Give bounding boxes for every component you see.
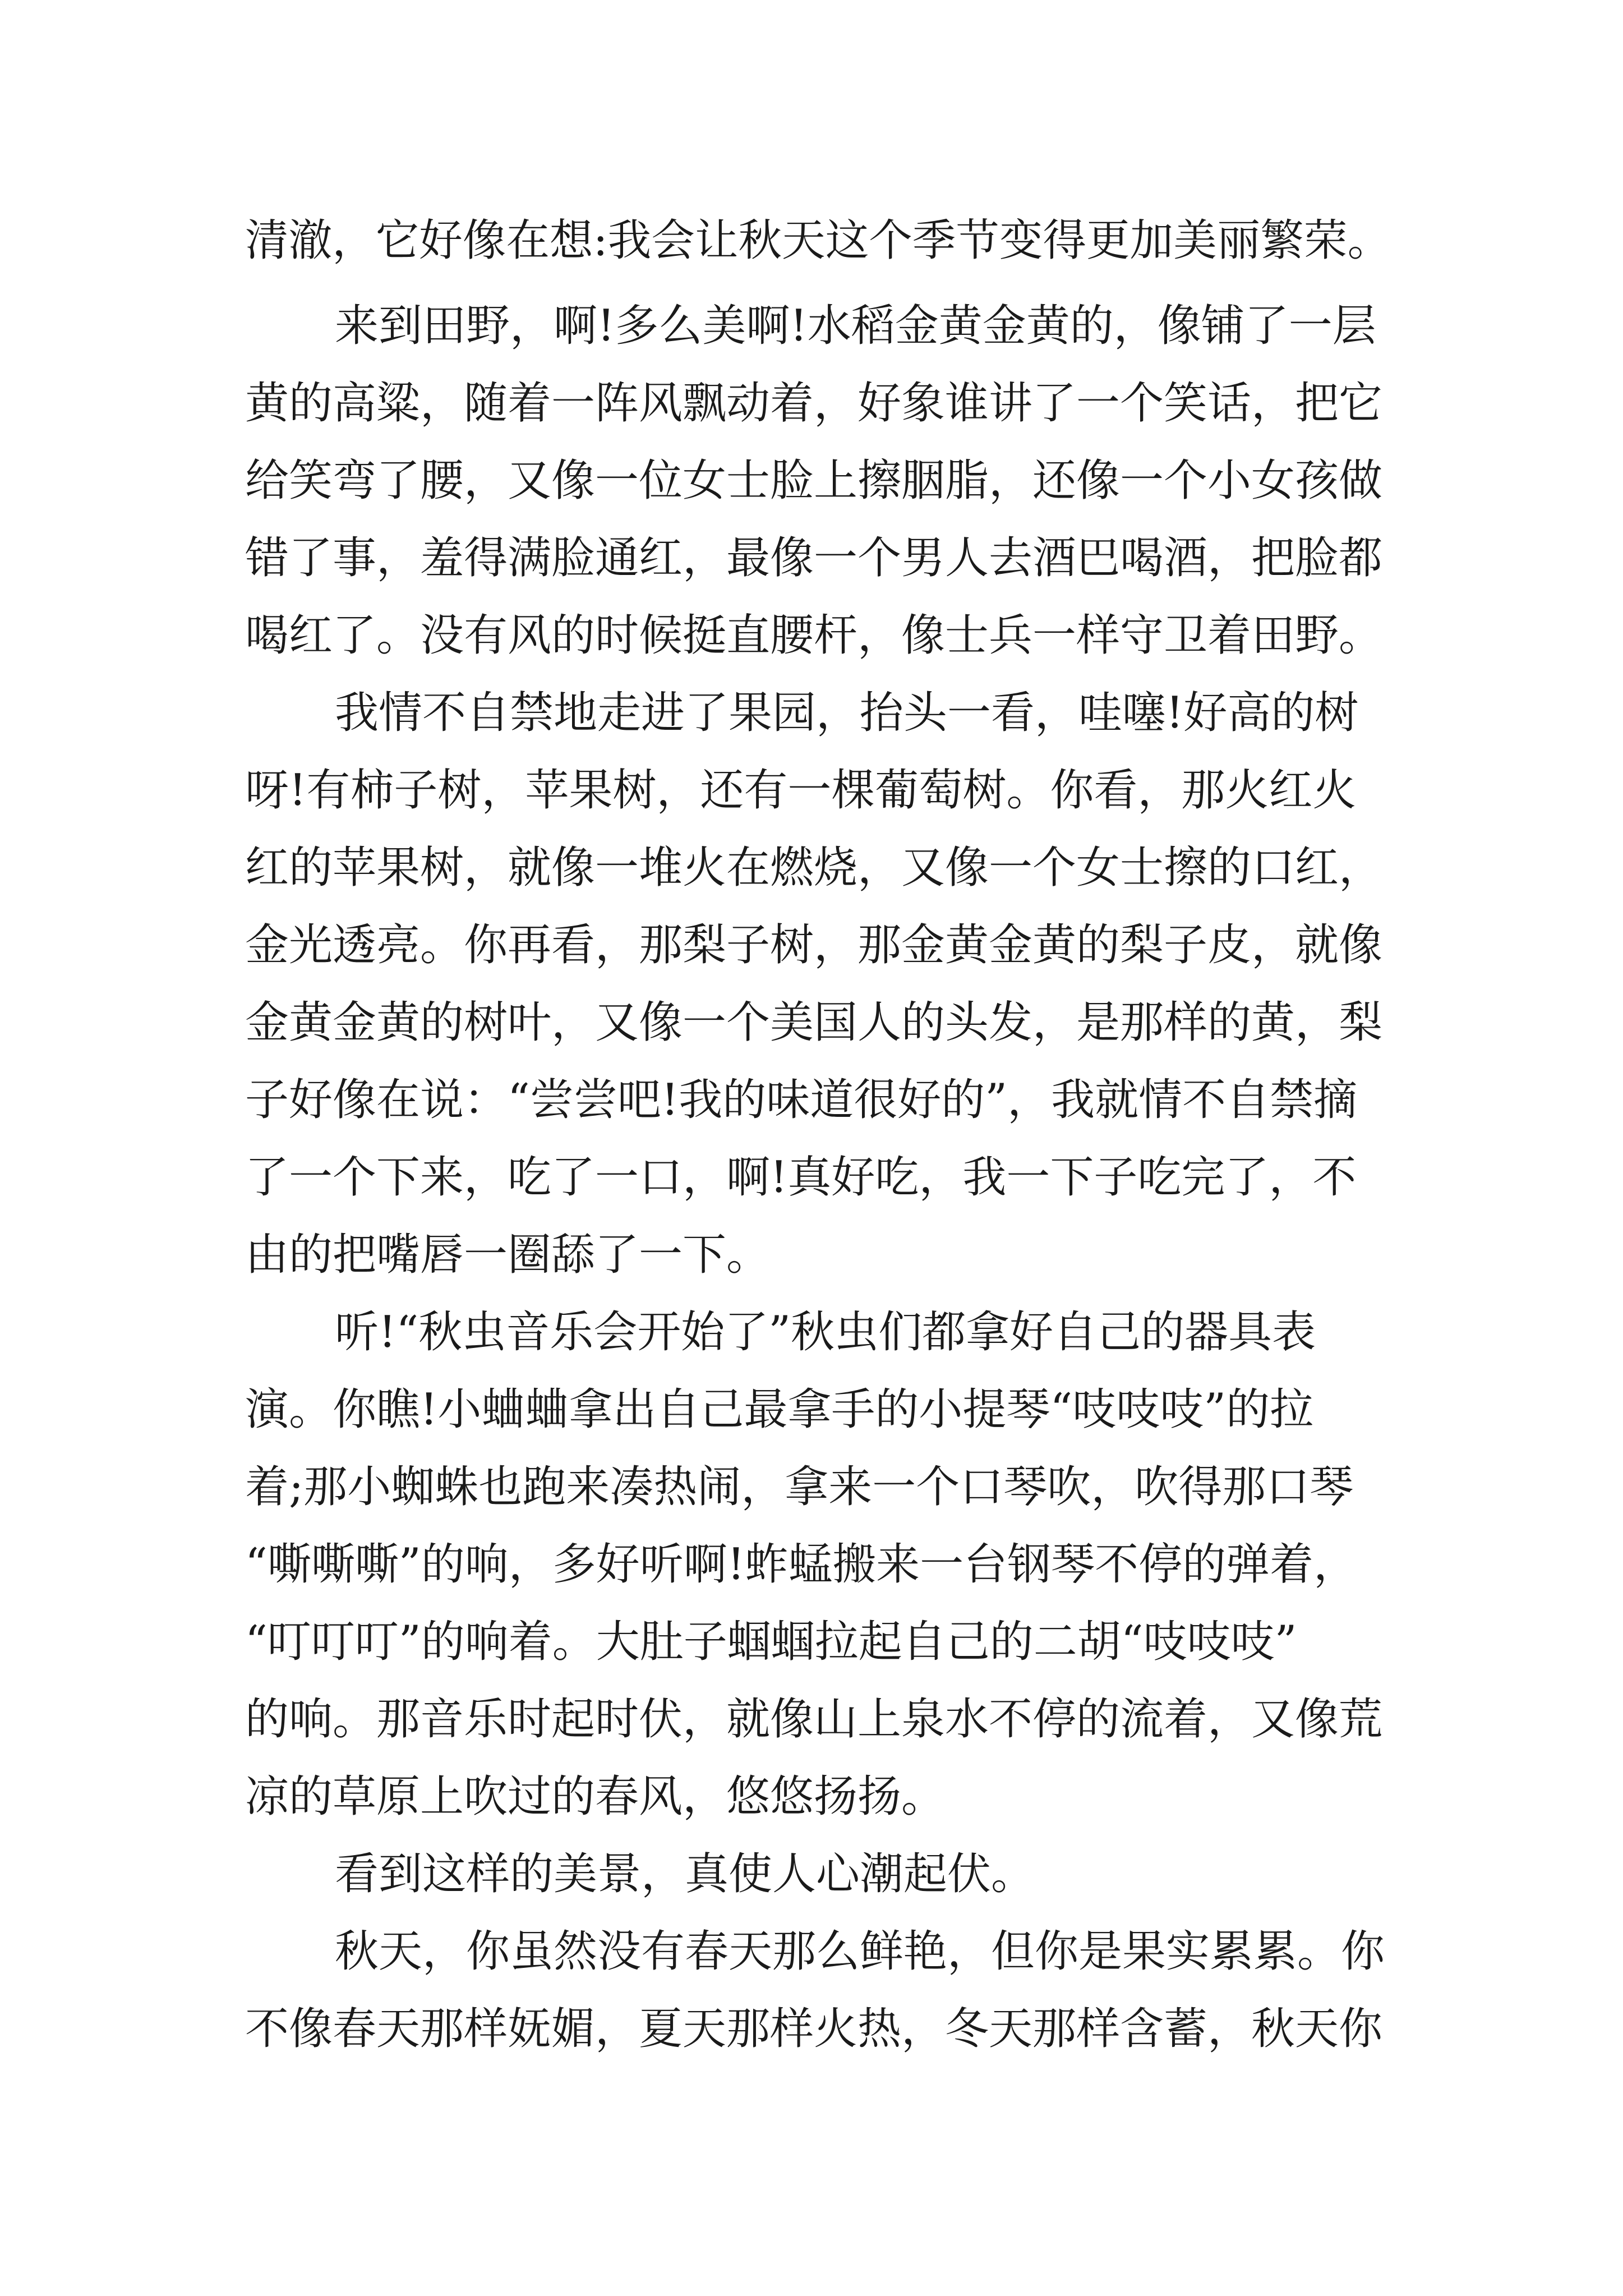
text-line: 给笑弯了腰，又像一位女士脸上擦胭脂，还像一个小女孩做 xyxy=(245,455,1383,506)
text-line: “叮叮叮”的响着。大肚子蝈蝈拉起自己的二胡“吱吱吱” xyxy=(245,1617,1297,1667)
text-line: 金光透亮。你再看，那梨子树，那金黄金黄的梨子皮，就像 xyxy=(245,920,1383,970)
text-line: 我情不自禁地走进了果园，抬头一看，哇噻!好高的树 xyxy=(335,688,1359,738)
text-line: 喝红了。没有风的时候挺直腰杆，像士兵一样守卫着田野。 xyxy=(245,610,1383,661)
text-line: 子好像在说：“尝尝吧!我的味道很好的”，我就情不自禁摘 xyxy=(245,1075,1358,1125)
text-line: “嘶嘶嘶”的响，多好听啊!蚱蜢搬来一台钢琴不停的弹着， xyxy=(245,1539,1358,1590)
text-line: 着;那小蜘蛛也跑来凑热闹，拿来一个口琴吹，吹得那口琴 xyxy=(245,1462,1354,1512)
text-line: 清澈，它好像在想:我会让秋天这个季节变得更加美丽繁荣。 xyxy=(245,215,1391,266)
text-line: 凉的草原上吹过的春风，悠悠扬扬。 xyxy=(245,1772,946,1822)
text-line: 金黄金黄的树叶，又像一个美国人的头发，是那样的黄，梨 xyxy=(245,997,1383,1048)
text-line: 红的苹果树，就像一堆火在燃烧，又像一个女士擦的口红， xyxy=(245,843,1383,893)
text-line: 听!“秋虫音乐会开始了”秋虫们都拿好自己的器具表 xyxy=(335,1307,1316,1358)
text-line: 来到田野，啊!多么美啊!水稻金黄金黄的，像铺了一层 xyxy=(335,301,1376,351)
text-line: 不像春天那样妩媚，夏天那样火热，冬天那样含蓄，秋天你 xyxy=(245,2004,1383,2054)
text-line: 秋天，你虽然没有春天那么鲜艳，但你是果实累累。你 xyxy=(335,1926,1385,1977)
text-line: 看到这样的美景，真使人心潮起伏。 xyxy=(335,1849,1035,1899)
text-line: 了一个下来，吃了一口，啊!真好吃，我一下子吃完了，不 xyxy=(245,1152,1357,1203)
text-line: 演。你瞧!小蛐蛐拿出自己最拿手的小提琴“吱吱吱”的拉 xyxy=(245,1384,1314,1435)
text-line: 由的把嘴唇一圈舔了一下。 xyxy=(245,1230,771,1280)
text-line: 错了事，羞得满脸通红，最像一个男人去酒巴喝酒，把脸都 xyxy=(245,533,1383,583)
text-line: 黄的高粱，随着一阵风飘动着，好象谁讲了一个笑话，把它 xyxy=(245,378,1383,429)
text-line: 呀!有柿子树，苹果树，还有一棵葡萄树。你看，那火红火 xyxy=(245,765,1357,816)
text-line: 的响。那音乐时起时伏，就像山上泉水不停的流着，又像荒 xyxy=(245,1694,1383,1745)
